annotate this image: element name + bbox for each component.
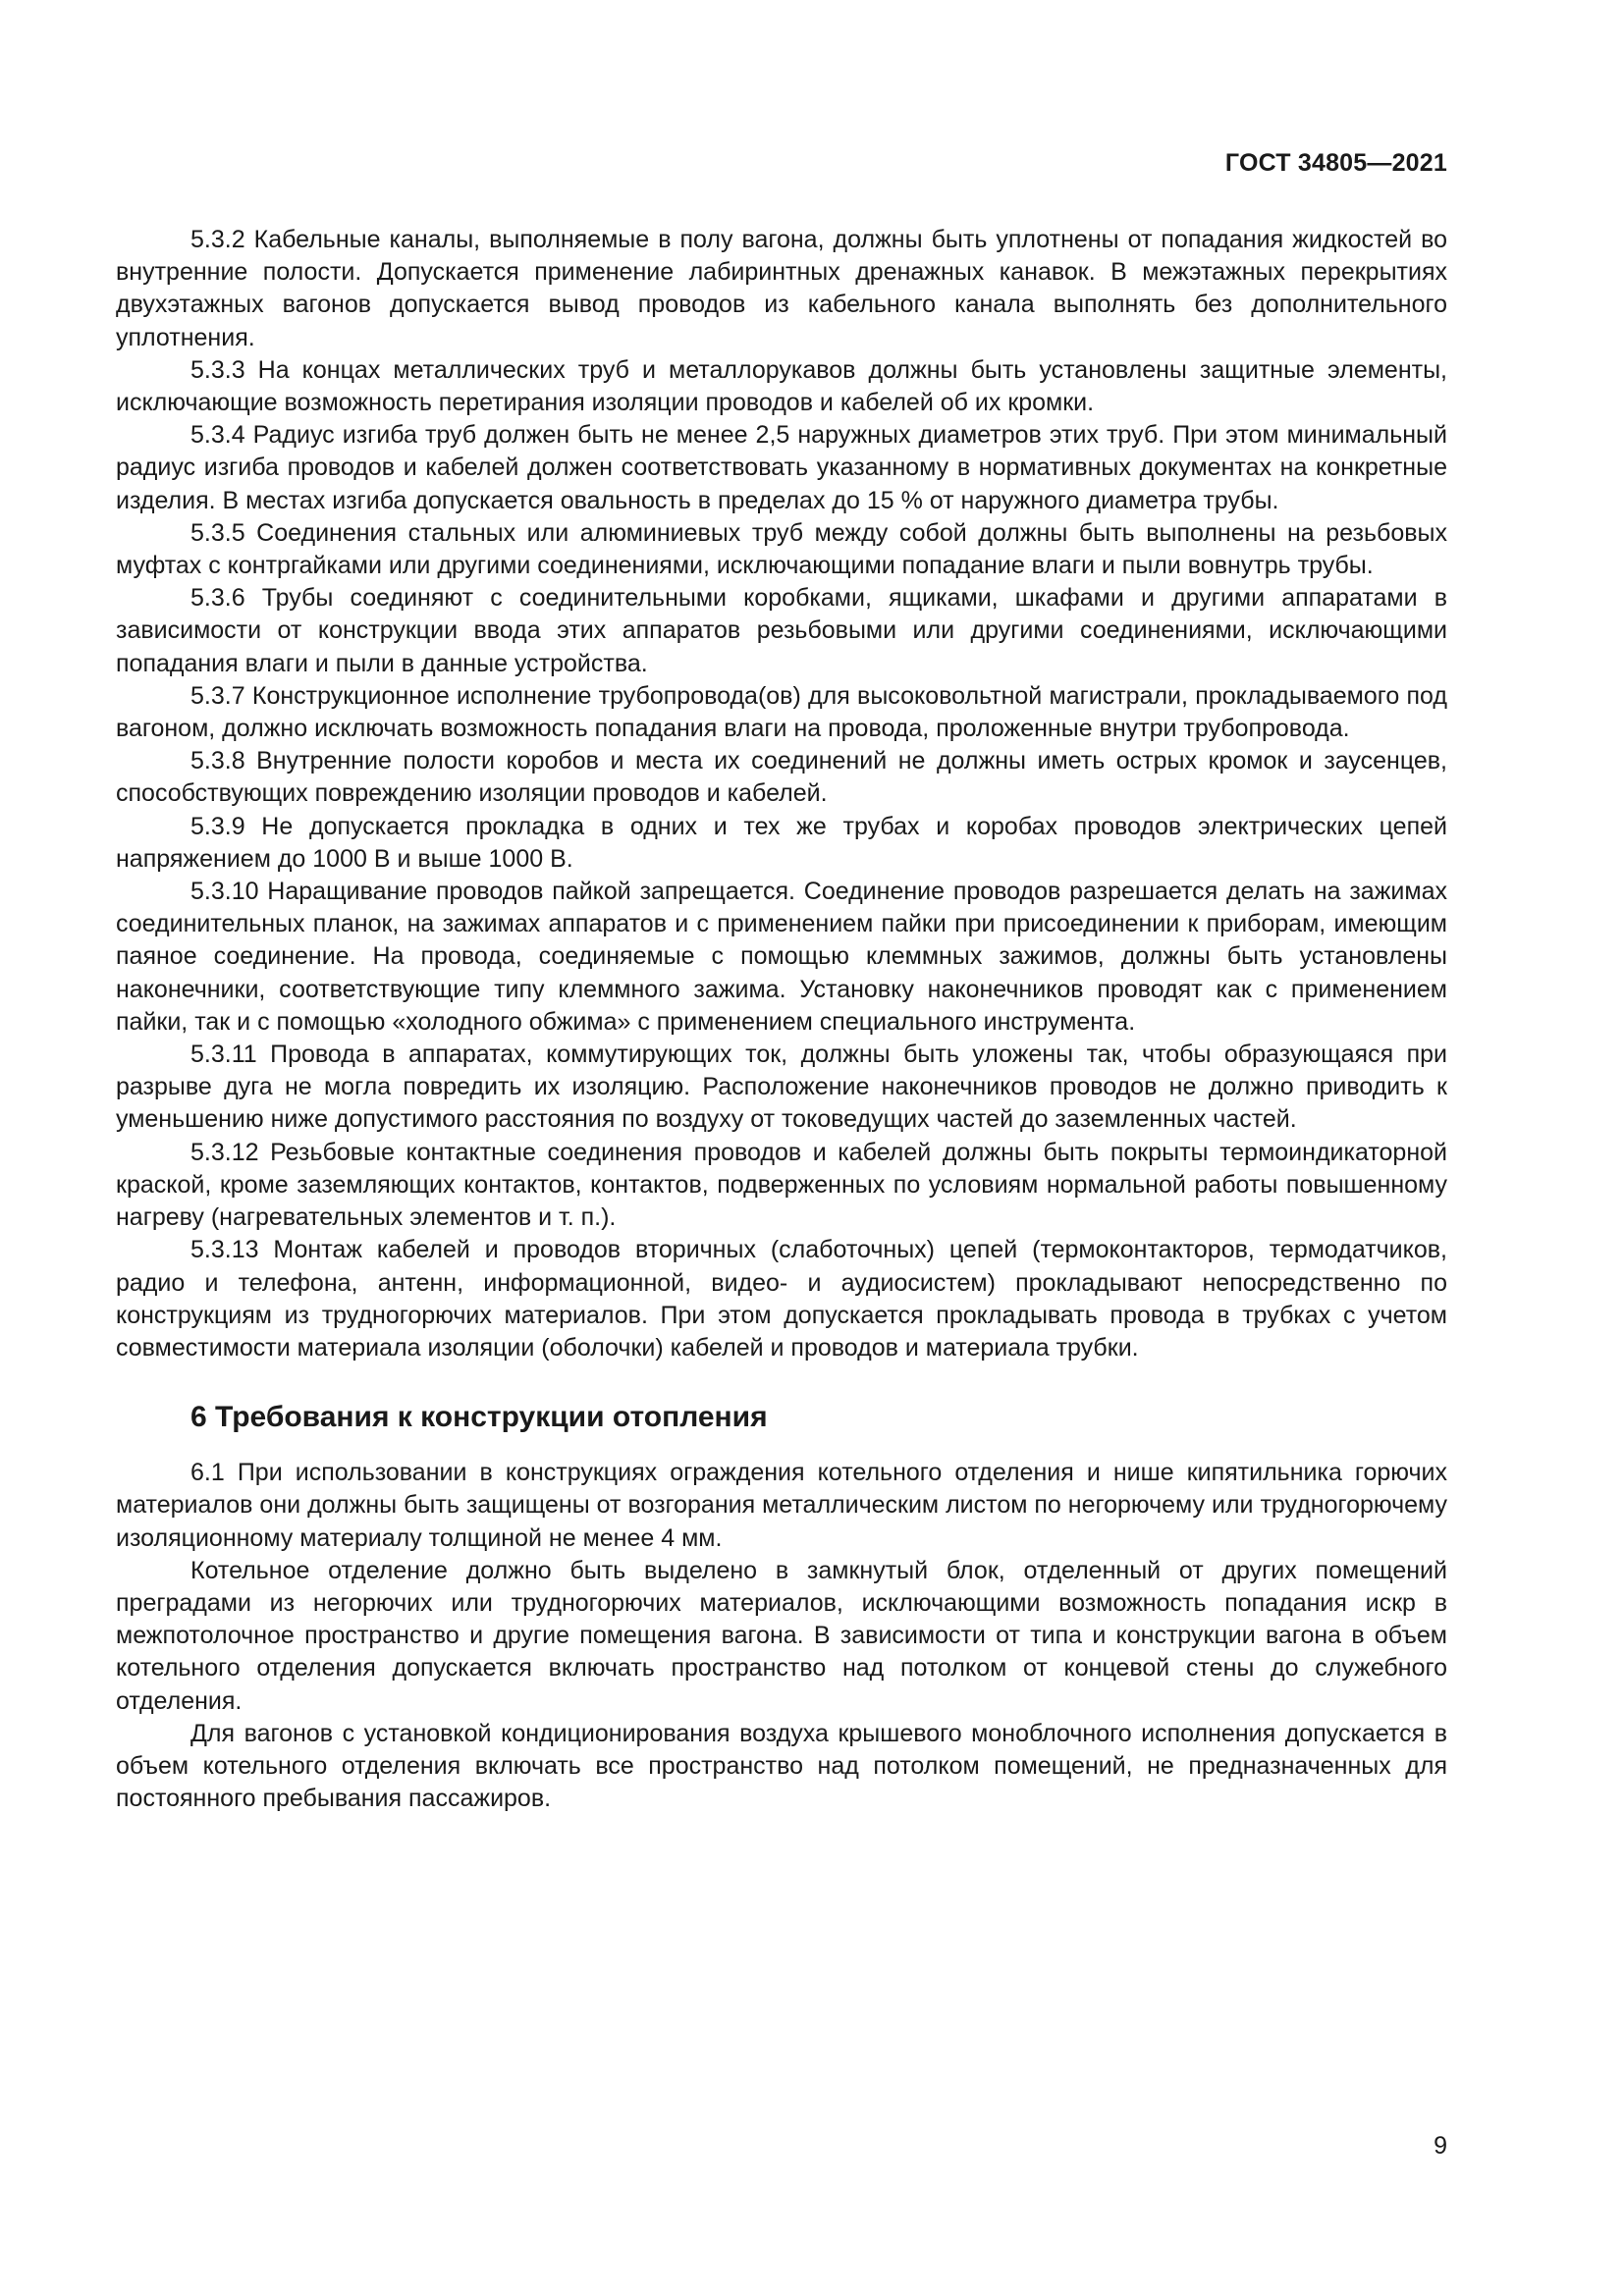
paragraph-5-3-6: 5.3.6 Трубы соединяют с соединительными коробками, ящиками, шкафами и другими аппаратами в зависимости от конструкции ввода этих аппаратов резьбовыми или другими соединениями, исключающими попадания влаги и пыли в данные устройства. <box>116 584 1447 677</box>
paragraph-5-3-9: 5.3.9 Не допускается прокладка в одних и тех же трубах и коробах проводов электрических цепей напряжением до 1000 В и выше 1000 В. <box>116 812 1447 873</box>
paragraph-6-1: 6.1 При использовании в конструкциях ограждения котельного отделения и нише кипятильника горючих материалов они должны быть защищены от возгорания металлическим листом по негорючему или трудногорючему изоляционному материалу толщиной не менее 4 мм. <box>116 1459 1447 1552</box>
paragraph-5-3-12: 5.3.12 Резьбовые контактные соединения проводов и кабелей должны быть покрыты термоиндикаторной краской, кроме заземляющих контактов, контактов, подверженных по условиям нормальной работы повышенному нагреву (нагревательных элементов и т. п.). <box>116 1138 1447 1232</box>
section-6-heading: 6 Требования к конструкции отопления <box>190 1401 768 1434</box>
paragraph-5-3-4: 5.3.4 Радиус изгиба труб должен быть не менее 2,5 наружных диаметров этих труб. При этом минимальный радиус изгиба проводов и кабелей должен соответствовать указанному в нормативных документах на конкретные изделия. В местах изгиба допускается овальность в пределах до 15 % от наружного диаметра трубы. <box>116 421 1447 514</box>
paragraph-5-3-5: 5.3.5 Соединения стальных или алюминиевых труб между собой должны быть выполнены на резьбовых муфтах с контргайками или другими соединениями, исключающими попадание влаги и пыли вовнутрь трубы. <box>116 518 1447 580</box>
paragraph-5-3-2: 5.3.2 Кабельные каналы, выполняемые в полу вагона, должны быть уплотнены от попадания жидкостей во внутренние полости. Допускается применение лабиринтных дренажных канавок. В межэтажных перекрытиях двухэтажных вагонов допускается вывод проводов из кабельного канала выполнять без дополнительного уплотнения. <box>116 226 1447 351</box>
paragraph-5-3-7: 5.3.7 Конструкционное исполнение трубопровода(ов) для высоковольтной магистрали, прокладываемого под вагоном, должно исключать возможность попадания влаги на провода, проложенные внутри трубопровода. <box>116 681 1447 743</box>
paragraph-6-1-boiler-block: Котельное отделение должно быть выделено в замкнутый блок, отделенный от других помещений преградами из негорючих или трудногорючих материалов, исключающими возможность попадания искр в межпотолочное пространство и другие помещения вагона. В зависимости от типа и конструкции вагона в объем котельного отделения допускается включать пространство над потолком от концевой стены до служебного отделения. <box>116 1556 1447 1715</box>
page-content <box>116 224 1447 1815</box>
paragraph-5-3-11: 5.3.11 Провода в аппаратах, коммутирующих ток, должны быть уложены так, чтобы образующаяся при разрыве дуга не могла повредить их изоляцию. Расположение наконечников проводов не должно приводить к уменьшению ниже допустимого расстояния по воздуху от токоведущих частей до заземленных частей. <box>116 1041 1447 1134</box>
paragraph-5-3-10: 5.3.10 Наращивание проводов пайкой запрещается. Соединение проводов разрешается делать на зажимах соединительных планок, на зажимах аппаратов и с применением пайки при присоединении к приборам, имеющим паяное соединение. На провода, соединяемые с помощью клеммных зажимов, должны быть установлены наконечники, соответствующие типу клеммного зажима. Установку наконечников проводят как с применением пайки, так и с помощью «холодного обжима» с применением специального инструмента. <box>116 878 1447 1036</box>
paragraph-6-1-air-conditioning: Для вагонов с установкой кондиционирования воздуха крышевого моноблочного исполнения допускается в объем котельного отделения включать все пространство над потолком помещений, не предназначенных для постоянного пребывания пассажиров. <box>116 1719 1447 1813</box>
standard-header: ГОСТ 34805—2021 <box>1224 149 1447 177</box>
paragraph-5-3-8: 5.3.8 Внутренние полости коробов и места их соединений не должны иметь острых кромок и заусенцев, способствующих повреждению изоляции проводов и кабелей. <box>116 747 1447 808</box>
paragraph-5-3-13: 5.3.13 Монтаж кабелей и проводов вторичных (слаботочных) цепей (термоконтакторов, термодатчиков, радио и телефона, антенн, информационной, видео- и аудиосистем) прокладывают непосредственно по конструкциям из трудногорючих материалов. При этом допускается прокладывать провода в трубках с учетом совместимости материала изоляции (оболочки) кабелей и проводов и материала трубки. <box>116 1236 1447 1362</box>
paragraph-5-3-3: 5.3.3 На концах металлических труб и металлорукавов должны быть установлены защитные элементы, исключающие возможность перетирания изоляции проводов и кабелей об их кромки. <box>116 355 1447 417</box>
page-number: 9 <box>1434 2132 1447 2160</box>
